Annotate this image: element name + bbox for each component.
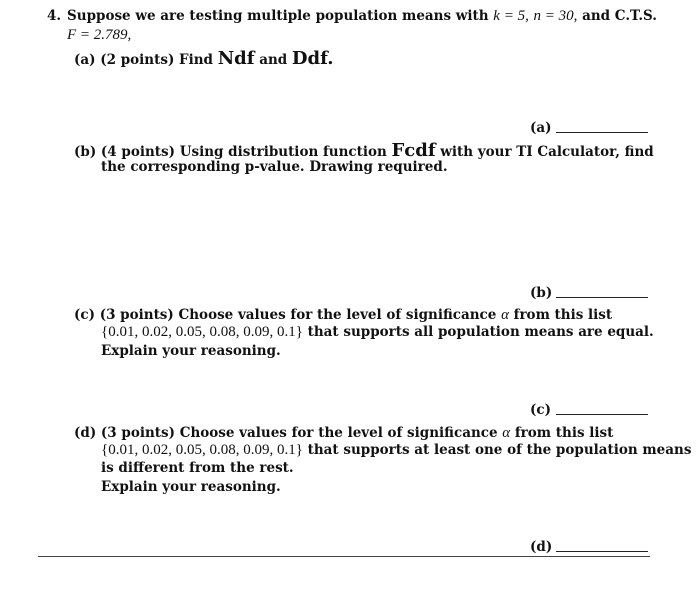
part-c-line2	[101, 324, 654, 341]
question-number: 4.	[47, 8, 62, 24]
part-d-points: (3 points)	[100, 425, 176, 441]
part-b-prompt	[74, 140, 654, 161]
answer-blank-a[interactable]	[556, 132, 648, 133]
alpha-symbol: α	[501, 307, 509, 323]
part-a-and: and	[259, 52, 288, 68]
part-d-label: (d)	[74, 425, 97, 441]
part-c-label: (c)	[74, 307, 95, 323]
significance-set: {0.01, 0.02, 0.05, 0.08, 0.09, 0.1}	[101, 442, 303, 458]
answer-blank-b[interactable]	[556, 297, 648, 298]
part-d-line2-rest: that supports at least one of the population means	[307, 442, 692, 458]
answer-label-d: (d)	[530, 539, 553, 555]
bottom-divider	[38, 556, 650, 557]
part-b-line2: the corresponding p-value. Drawing required.	[101, 159, 448, 175]
part-d-text2: from this list	[514, 425, 614, 441]
k-expression: k = 5,	[493, 8, 529, 24]
fcdf-term: Fcdf	[391, 140, 436, 161]
f-statistic: F = 2.789,	[67, 27, 132, 43]
part-a-points: (2 points)	[100, 52, 175, 68]
part-b-text2: with your TI Calculator, find	[440, 144, 654, 160]
answer-label-b: (b)	[530, 285, 553, 301]
part-c-line3: Explain your reasoning.	[101, 343, 281, 359]
n-expression: n = 30,	[533, 8, 578, 24]
part-a-find: Find	[179, 52, 213, 68]
ddf-term: Ddf	[291, 48, 328, 69]
part-d-line3: is different from the rest.	[101, 460, 294, 476]
answer-blank-c[interactable]	[556, 414, 648, 415]
significance-set: {0.01, 0.02, 0.05, 0.08, 0.09, 0.1}	[101, 324, 303, 340]
answer-label-a: (a)	[530, 120, 552, 136]
alpha-symbol: α	[502, 425, 511, 441]
answer-blank-d[interactable]	[556, 551, 648, 552]
part-c-text2: from this list	[513, 307, 613, 323]
part-b-points: (4 points)	[100, 144, 176, 160]
part-b-text1: Using distribution function	[179, 144, 387, 160]
part-b-label: (b)	[74, 144, 97, 160]
part-a-label: (a)	[74, 52, 96, 68]
ndf-term: Ndf	[217, 48, 255, 69]
question-stem-line1	[67, 8, 657, 25]
stem-text: Suppose we are testing multiple population means with	[67, 8, 489, 24]
part-c-line2-rest: that supports all population means are equal.	[307, 324, 654, 340]
part-d-line4: Explain your reasoning.	[101, 479, 281, 495]
part-c-text1: Choose values for the level of significance	[178, 307, 497, 323]
part-d-text1: Choose values for the level of significance	[179, 425, 498, 441]
part-a-prompt: (a) (2 points) Find Ndf and Ddf.	[74, 48, 334, 69]
stem-and-cts: and C.T.S.	[582, 8, 657, 24]
answer-label-c: (c)	[530, 402, 551, 418]
part-c-prompt	[74, 307, 612, 324]
part-d-prompt	[74, 425, 613, 442]
part-d-line2	[101, 442, 691, 459]
part-c-points: (3 points)	[99, 307, 174, 323]
